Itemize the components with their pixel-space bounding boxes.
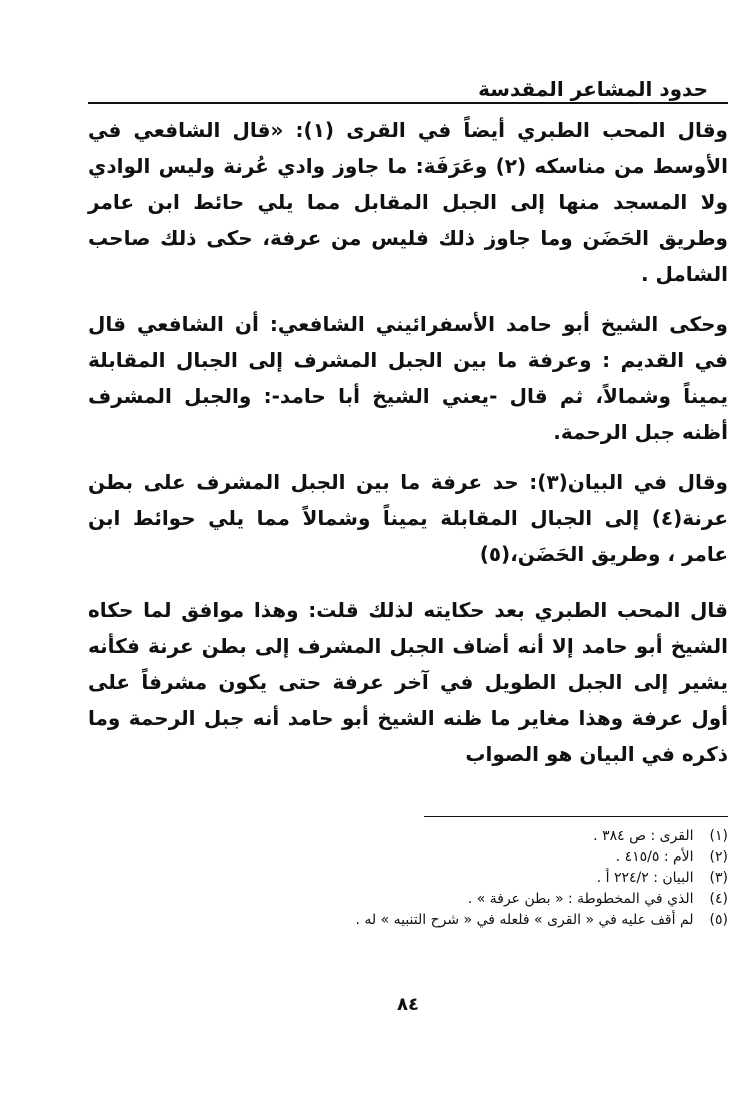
footnote-text: القرى : ص ٣٨٤ .	[593, 828, 694, 844]
book-page	[88, 70, 728, 1100]
footnote-number: (٤)	[709, 891, 728, 907]
footnote-number: (٥)	[709, 912, 728, 928]
paragraph: وقال في البيان(٣): حد عرفة ما بين الجبل المشرف على بطن عرنة(٤) إلى الجبال المقابلة يميناً وشمالاً مما يلي حوائط ابن عامر ، وطريق الحَضَن،(٥)	[88, 470, 728, 566]
footnote-item	[88, 847, 728, 868]
footnote-item	[88, 889, 728, 910]
paragraph: وقال المحب الطبري أيضاً في القرى (١): «قال الشافعي في الأوسط من مناسكه (٢) وعَرَفَة: ما جاوز وادي عُرنة وليس الوادي ولا المسجد منها إلى الجبل المقابل مما يلي حائط ابن عامر وطريق الحَضَن وما جاوز ذلك فليس من عرفة، حكى ذلك صاحب الشامل .	[88, 118, 728, 286]
footnote-item	[88, 826, 728, 847]
footnote-number: (١)	[709, 828, 728, 844]
paragraph: قال المحب الطبري بعد حكايته لذلك قلت: وهذا موافق لما حكاه الشيخ أبو حامد إلا أنه أضاف الجبل المشرف إلى بطن عرنة فكأنه يشير إلى الجبل الطويل في آخر عرفة حتى يكون مشرفاً على أول عرفة وهذا مغاير ما ظنه الشيخ أبو حامد أنه جبل الرحمة وما ذكره في البيان هو الصواب	[88, 598, 728, 766]
footnote-text: لم أقف عليه في « القرى » فلعله في « شرح التنبيه » له .	[355, 912, 694, 928]
footnote-text: البيان : ٢٢٤/٢ أ .	[596, 870, 694, 886]
footnote-text: الأم : ٤١٥/٥ .	[615, 849, 694, 865]
running-header-title: حدود المشاعر المقدسة	[478, 77, 708, 101]
footnote-number: (٢)	[709, 849, 728, 865]
footnote-item	[88, 868, 728, 889]
footnote-rule	[424, 816, 728, 817]
footnotes-list	[88, 826, 728, 931]
paragraph: وحكى الشيخ أبو حامد الأسفرائيني الشافعي: أن الشافعي قال في القديم : وعرفة ما بين الجبل المشرف إلى الجبال المقابلة يميناً وشمالاً، ثم قال -يعني الشيخ أبا حامد-: والجبل المشرف أظنه جبل الرحمة.	[88, 312, 728, 444]
footnote-text: الذي في المخطوطة : « بطن عرفة » .	[467, 891, 694, 907]
page-number: ٨٤	[397, 994, 419, 1015]
footnote-number: (٣)	[709, 870, 728, 886]
body-text	[88, 112, 728, 772]
footnote-item	[88, 910, 728, 931]
header-rule	[88, 102, 728, 104]
